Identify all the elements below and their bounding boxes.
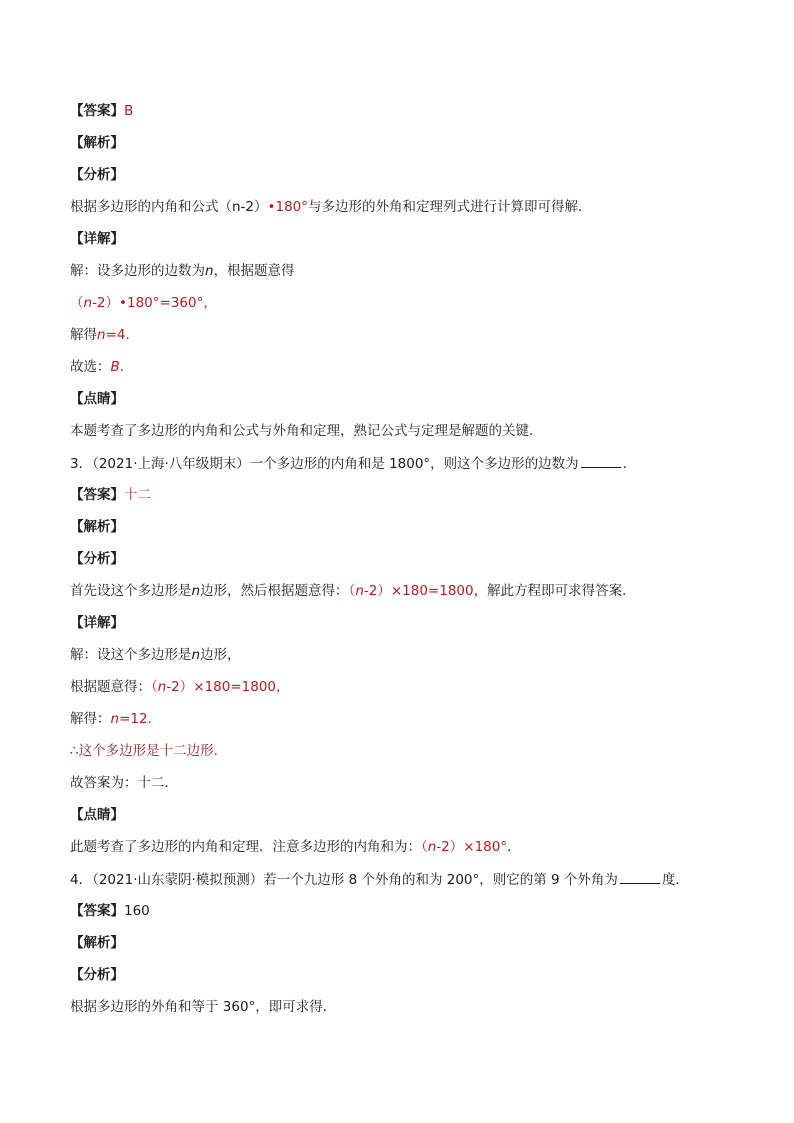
q3-detail-line-2: 根据题意得：（n-2）×180=1800， (70, 679, 290, 695)
answer-blank (581, 453, 621, 468)
answer-value: B (124, 103, 134, 119)
q3-detail-tag: 【详解】 (70, 615, 124, 631)
q2-detail-tag: 【详解】 (70, 231, 124, 247)
q4-fenxi-text: 根据多边形的外角和等于 360°，即可求得． (70, 999, 337, 1015)
q4-analysis-tag: 【解析】 (70, 935, 124, 951)
q3-detail-line-3: 解得：n=12． (70, 711, 162, 727)
q3-comment-text: 此题考查了多边形的内角和定理．注意多边形的内角和为：（n-2）×180°． (70, 839, 521, 855)
q3-fenxi-text: 首先设这个多边形是n边形，然后根据题意得：（n-2）×180=1800，解此方程即可求得答案． (70, 583, 636, 599)
q4-answer-line: 【答案】160 (70, 903, 150, 919)
answer-value: 160 (124, 903, 150, 919)
q2-fenxi-tag: 【分析】 (70, 167, 124, 183)
q3-question: 3．（2021·上海·八年级期末）一个多边形的内角和是 1800°，则这个多边形的边数为 ． (70, 453, 754, 473)
q2-detail-line-4: 故选：B． (70, 359, 134, 375)
answer-value: 十二 (124, 487, 151, 503)
q2-comment-text: 本题考查了多边形的内角和公式与外角和定理，熟记公式与定理是解题的关键． (70, 423, 543, 439)
q2-comment-tag: 【点睛】 (70, 391, 124, 407)
q2-answer-line (70, 101, 754, 121)
q2-detail-line-1: 解：设多边形的边数为n，根据题意得 (70, 263, 295, 279)
answer-tag: 【答案】 (70, 103, 124, 119)
q3-detail-line-4: ∴这个多边形是十二边形. (70, 743, 218, 759)
q2-analysis-tag: 【解析】 (70, 135, 124, 151)
q3-detail-line-1: 解：设这个多边形是n边形， (70, 647, 241, 663)
q3-analysis-tag: 【解析】 (70, 519, 124, 535)
q2-fenxi-text: 根据多边形的内角和公式（n-2）•180°与多边形的外角和定理列式进行计算即可得解． (70, 199, 592, 215)
q3-detail-line-5: 故答案为：十二． (70, 775, 178, 791)
q3-answer-line: 【答案】十二 (70, 487, 151, 503)
q4-question: 4．（2021·山东蒙阴·模拟预测）若一个九边形 8 个外角的和为 200°，则它的第 9 个外角为 度． (70, 869, 754, 889)
q2-detail-line-3: 解得n=4． (70, 327, 139, 343)
q3-comment-tag: 【点睛】 (70, 807, 124, 823)
q2-detail-line-2: （n-2）•180°=360°， (70, 295, 217, 311)
answer-blank (620, 869, 660, 884)
q3-fenxi-tag: 【分析】 (70, 551, 124, 567)
q4-fenxi-tag: 【分析】 (70, 967, 124, 983)
